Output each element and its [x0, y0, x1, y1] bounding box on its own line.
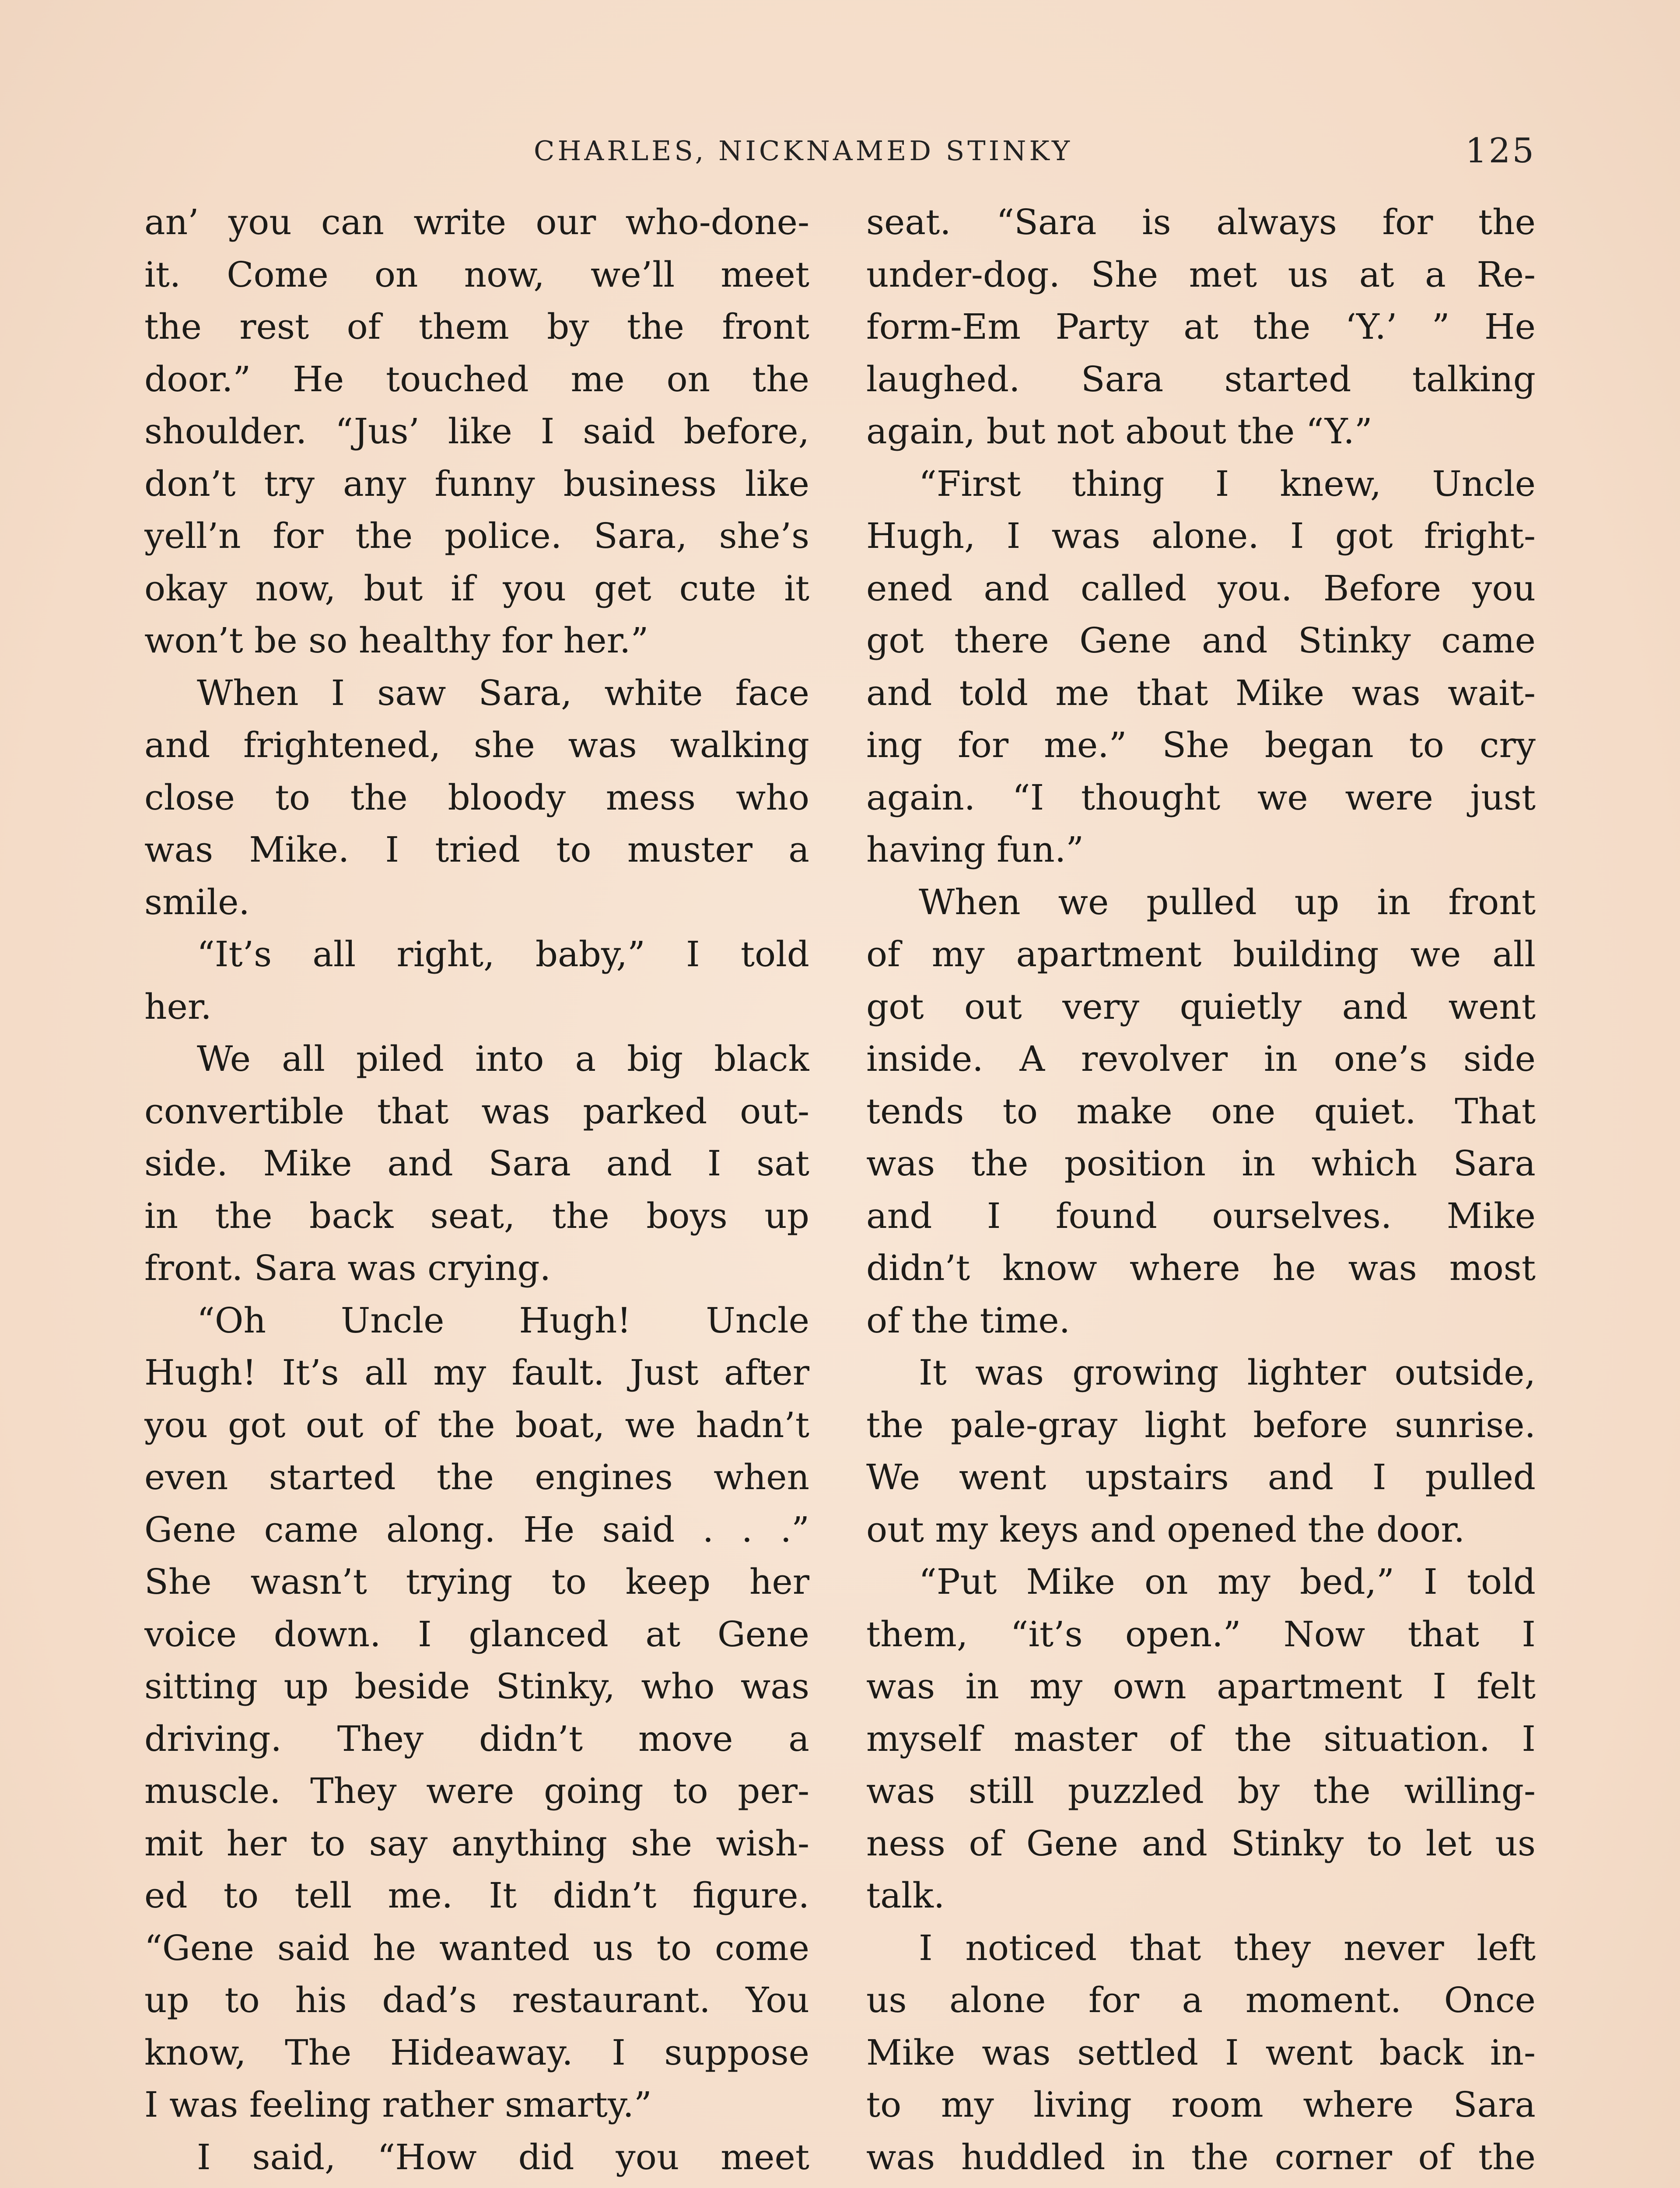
text-line: was in my own apartment I felt — [866, 1666, 1536, 1707]
text-line: voice down. I glanced at Gene — [144, 1613, 809, 1655]
text-line: got there Gene and Stinky came — [866, 620, 1536, 661]
text-line: convertible that was parked out- — [144, 1090, 809, 1132]
text-column-right — [866, 196, 1536, 2188]
text-line: Mike was settled I went back in- — [866, 2032, 1536, 2073]
text-line: know, The Hideaway. I suppose — [144, 2032, 809, 2073]
text-line: laughed. Sara started talking — [866, 358, 1536, 400]
text-line: the rest of them by the front — [144, 306, 809, 347]
text-line: in the back seat, the boys up — [144, 1195, 809, 1236]
text-line: I was feeling rather smarty.” — [144, 2084, 652, 2125]
text-line: and told me that Mike was wait- — [866, 672, 1536, 713]
text-line: door.” He touched me on the — [144, 358, 809, 400]
text-line: driving. They didn’t move a — [144, 1718, 809, 1759]
page-header — [144, 131, 1536, 184]
text-line: an’ you can write our who-done- — [144, 202, 809, 242]
text-line: out my keys and opened the door. — [866, 1509, 1465, 1550]
text-line: “First thing I knew, Uncle — [919, 463, 1536, 504]
text-line: seat. “Sara is always for the — [866, 202, 1536, 242]
text-column-left — [144, 196, 809, 2188]
text-line: It was growing lighter outside, — [919, 1352, 1536, 1393]
text-line: you got out of the boat, we hadn’t — [144, 1404, 809, 1445]
text-line: and I found ourselves. Mike — [866, 1195, 1536, 1236]
text-line: close to the bloody mess who — [144, 777, 809, 818]
text-line: under-dog. She met us at a Re- — [866, 254, 1536, 295]
text-line: it. Come on now, we’ll meet — [144, 254, 809, 295]
text-line: ness of Gene and Stinky to let us — [866, 1823, 1536, 1864]
running-head: CHARLES, NICKNAMED STINKY — [534, 135, 1073, 167]
text-line: I noticed that they never left — [919, 1927, 1536, 1968]
text-line: was the position in which Sara — [866, 1143, 1536, 1184]
text-line: front. Sara was crying. — [144, 1248, 551, 1288]
text-line: “Gene said he wanted us to come — [144, 1927, 809, 1968]
text-line: When we pulled up in front — [919, 881, 1536, 922]
text-line: the pale-gray light before sunrise. — [866, 1404, 1536, 1445]
text-line: was huddled in the corner of the — [866, 2136, 1536, 2177]
text-line: of my apartment building we all — [866, 934, 1536, 975]
text-line: of the time. — [866, 1300, 1071, 1341]
text-line: “Put Mike on my bed,” I told — [919, 1561, 1536, 1602]
text-line: ened and called you. Before you — [866, 568, 1536, 609]
text-line: okay now, but if you get cute it — [144, 568, 809, 609]
text-line: shoulder. “Jus’ like I said before, — [144, 411, 809, 452]
text-line: again, but not about the “Y.” — [866, 411, 1372, 452]
text-line: We went upstairs and I pulled — [866, 1457, 1536, 1497]
text-line: and frightened, she was walking — [144, 725, 809, 765]
text-line: ed to tell me. It didn’t figure. — [144, 1875, 809, 1916]
text-line: won’t be so healthy for her.” — [144, 620, 649, 661]
text-line: them, “it’s open.” Now that I — [866, 1613, 1536, 1655]
text-line: yell’n for the police. Sara, she’s — [144, 515, 809, 556]
text-line: talk. — [866, 1875, 945, 1916]
text-line: was Mike. I tried to muster a — [144, 829, 809, 870]
text-line: form-Em Party at the ‘Y.’ ” He — [866, 306, 1536, 347]
text-line: side. Mike and Sara and I sat — [144, 1143, 809, 1184]
text-line: mit her to say anything she wish- — [144, 1823, 809, 1864]
text-line: got out very quietly and went — [866, 986, 1536, 1027]
text-line: don’t try any funny business like — [144, 463, 809, 504]
text-line: inside. A revolver in one’s side — [866, 1038, 1536, 1079]
text-line: She wasn’t trying to keep her — [144, 1561, 809, 1602]
text-line: up to his dad’s restaurant. You — [144, 1980, 809, 2020]
text-line: sitting up beside Stinky, who was — [144, 1666, 809, 1707]
page-number: 125 — [1465, 131, 1536, 171]
text-line — [144, 2183, 809, 2188]
text-line: We all piled into a big black — [197, 1038, 809, 1079]
text-line: When I saw Sara, white face — [197, 672, 809, 713]
text-line: myself master of the situation. I — [866, 1718, 1536, 1759]
text-line: Gene came along. He said . . .” — [144, 1509, 809, 1550]
text-line: even started the engines when — [144, 1457, 809, 1497]
text-line: Hugh! It’s all my fault. Just after — [144, 1352, 809, 1393]
text-line: ing for me.” She began to cry — [866, 725, 1536, 765]
text-line: tends to make one quiet. That — [866, 1090, 1536, 1132]
text-line: “Oh Uncle Hugh! Uncle — [197, 1300, 809, 1341]
text-line: smile. — [144, 881, 250, 922]
text-line: her. — [144, 986, 212, 1027]
text-line: muscle. They were going to per- — [144, 1771, 809, 1811]
text-line: I said, “How did you meet — [197, 2136, 809, 2177]
text-line: again. “I thought we were just — [866, 777, 1536, 818]
text-line: us alone for a moment. Once — [866, 1980, 1536, 2020]
text-line: having fun.” — [866, 829, 1084, 870]
text-line: to my living room where Sara — [866, 2084, 1536, 2125]
text-line: “It’s all right, baby,” I told — [197, 934, 809, 975]
text-line: Hugh, I was alone. I got fright- — [866, 515, 1536, 556]
text-line — [866, 2183, 1536, 2188]
text-line: was still puzzled by the willing- — [866, 1771, 1536, 1811]
text-line: didn’t know where he was most — [866, 1248, 1536, 1288]
